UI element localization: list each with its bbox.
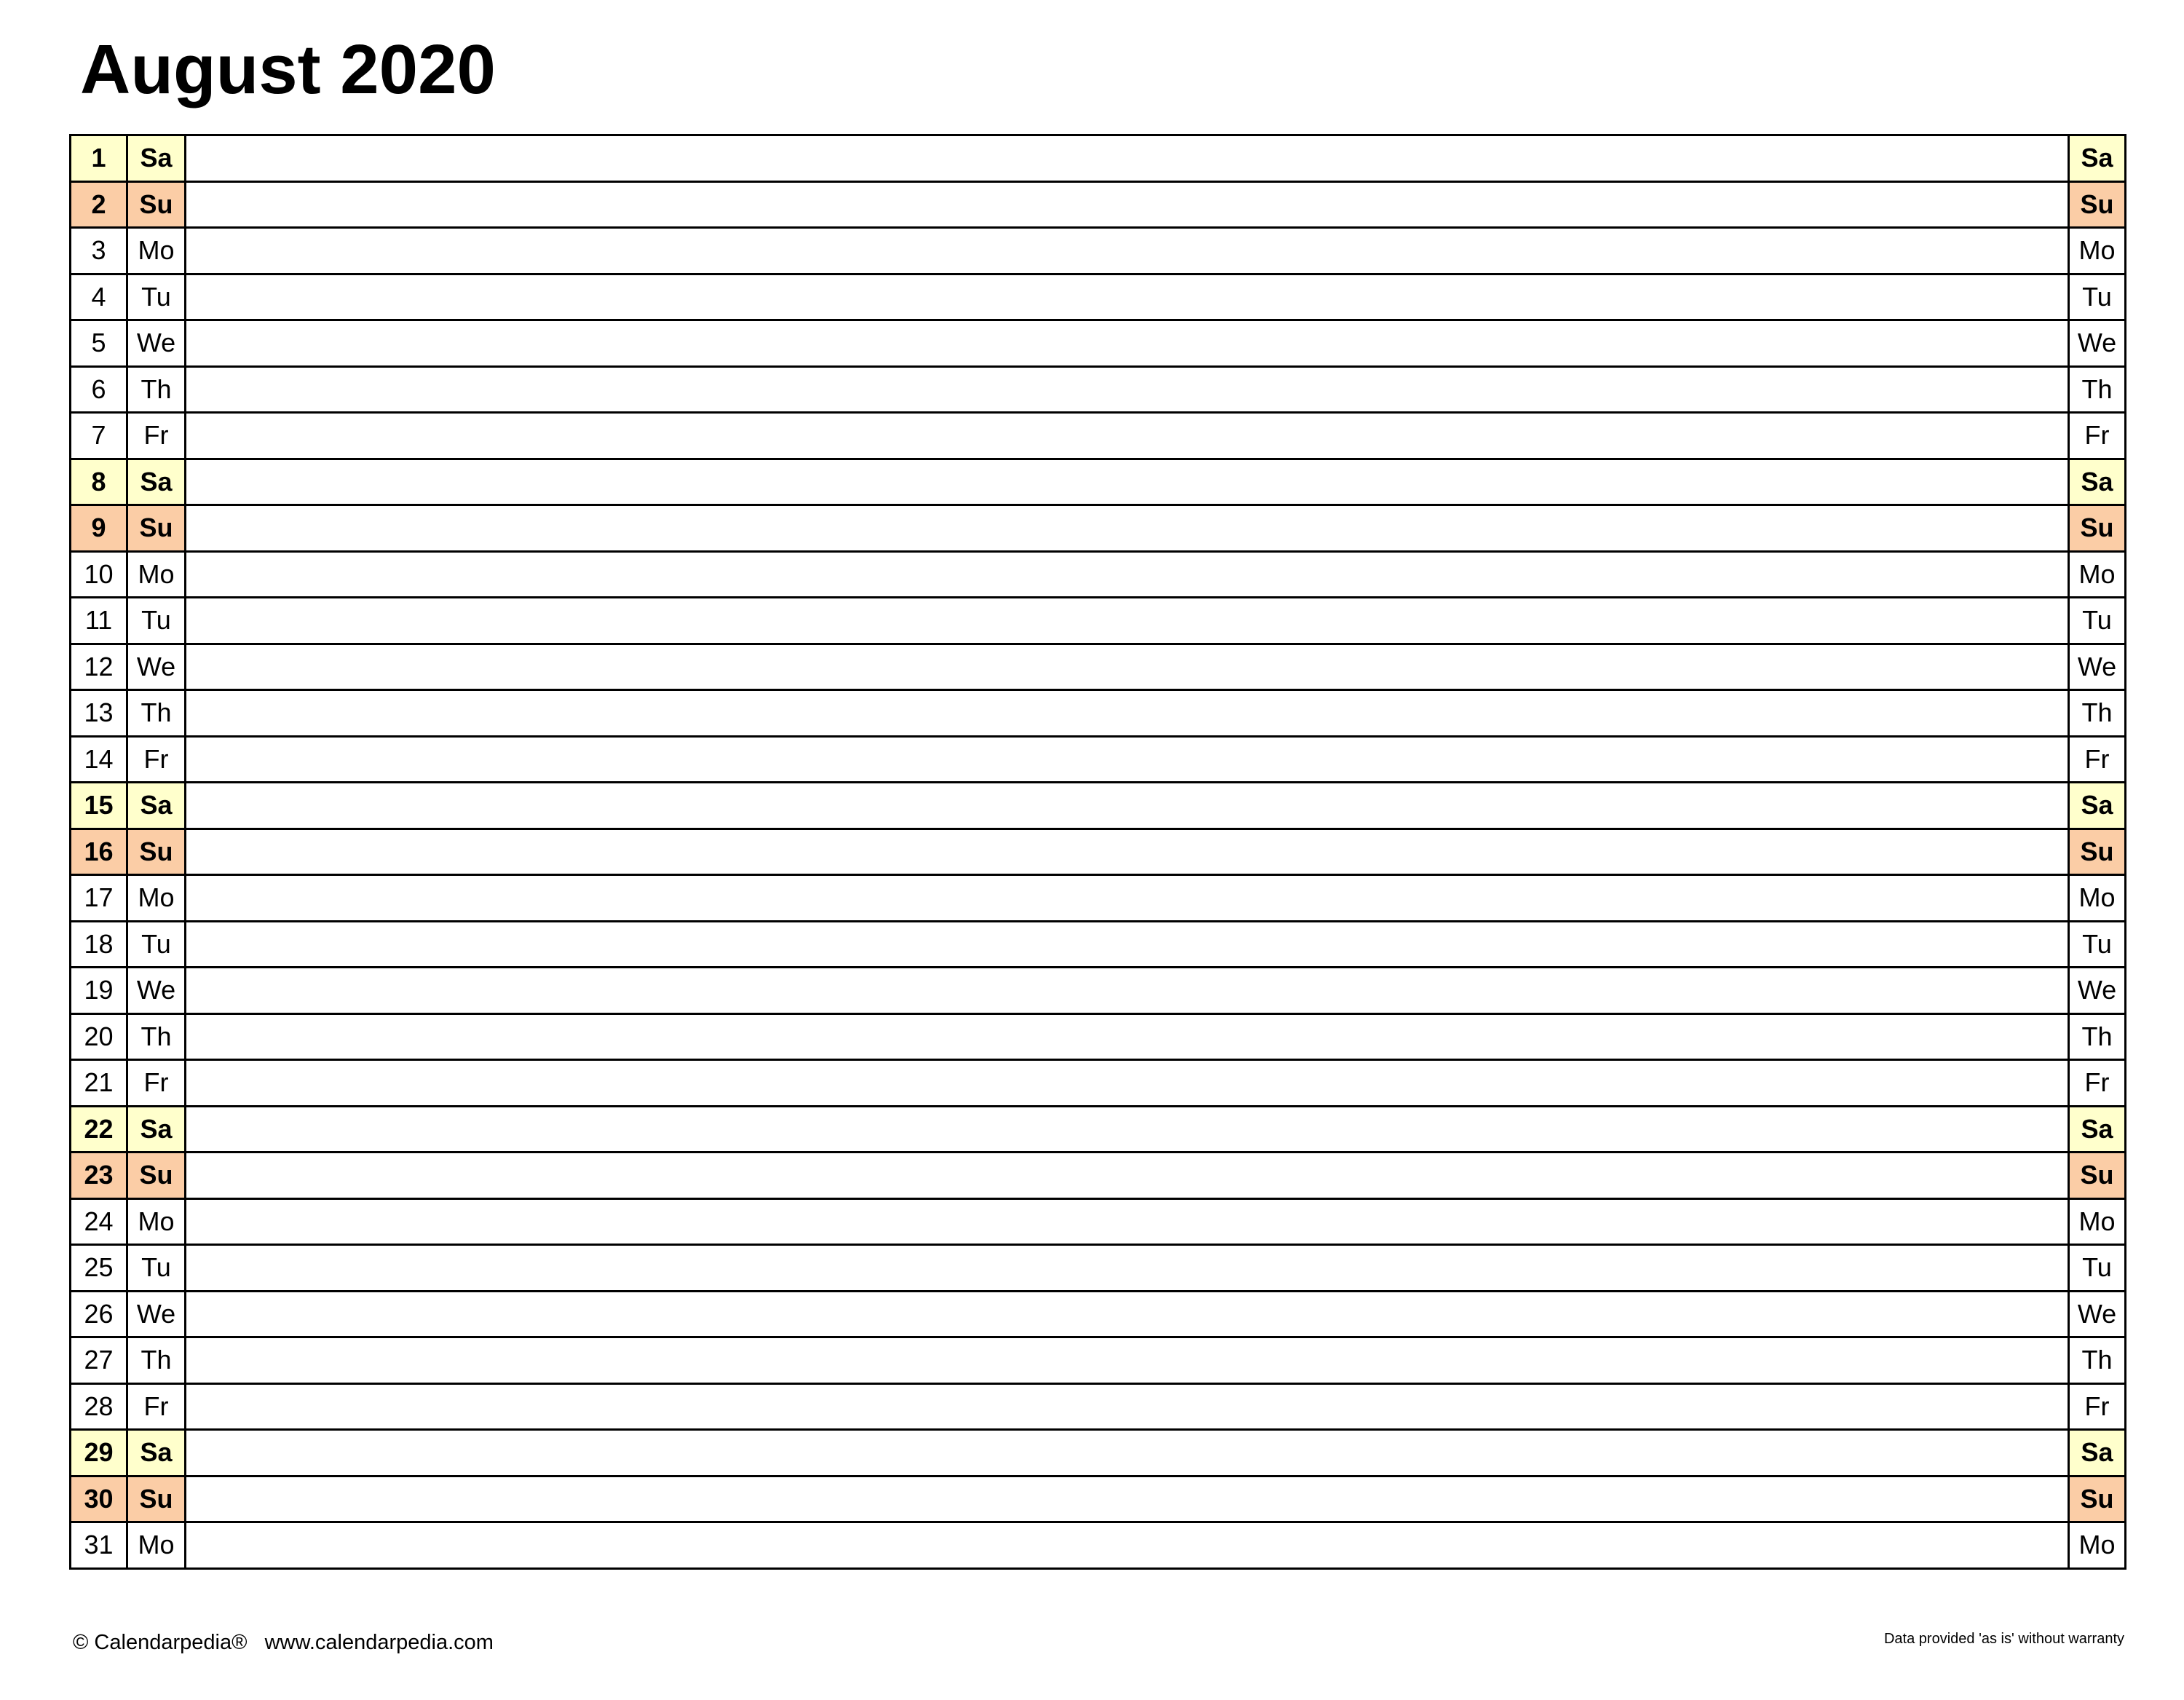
calendar-row (71, 1060, 2126, 1107)
notes-cell[interactable] (186, 921, 2069, 968)
notes-cell[interactable] (186, 1198, 2069, 1245)
notes-cell[interactable] (186, 181, 2069, 228)
weekday-label: Fr (127, 1383, 186, 1430)
weekday-label: Th (127, 366, 186, 413)
weekday-label-right: Su (2069, 1153, 2126, 1199)
calendar-body (71, 135, 2126, 1569)
calendar-row (71, 274, 2126, 320)
weekday-label-right: Su (2069, 505, 2126, 552)
weekday-label: We (127, 1291, 186, 1337)
notes-cell[interactable] (186, 505, 2069, 552)
calendar-row (71, 598, 2126, 644)
calendar-row (71, 829, 2126, 875)
notes-cell[interactable] (186, 413, 2069, 459)
calendar-row (71, 1245, 2126, 1292)
calendar-row (71, 1153, 2126, 1199)
weekday-label: Su (127, 1153, 186, 1199)
notes-cell[interactable] (186, 551, 2069, 598)
weekday-label-right: Sa (2069, 1430, 2126, 1476)
notes-cell[interactable] (186, 135, 2069, 182)
date-number: 13 (71, 690, 127, 737)
footer-disclaimer: Data provided 'as is' without warranty (1883, 1631, 2124, 1647)
calendar-row (71, 1106, 2126, 1153)
notes-cell[interactable] (186, 598, 2069, 644)
date-number: 20 (71, 1013, 127, 1060)
date-number: 26 (71, 1291, 127, 1337)
weekday-label-right: Sa (2069, 135, 2126, 182)
notes-cell[interactable] (186, 968, 2069, 1014)
weekday-label-right: Sa (2069, 783, 2126, 829)
weekday-label: Fr (127, 413, 186, 459)
calendar-row (71, 181, 2126, 228)
weekday-label-right: Tu (2069, 921, 2126, 968)
weekday-label: Sa (127, 459, 186, 505)
calendar-row (71, 320, 2126, 367)
calendar-row (71, 783, 2126, 829)
notes-cell[interactable] (186, 690, 2069, 737)
weekday-label: Sa (127, 783, 186, 829)
calendar-row (71, 1522, 2126, 1569)
notes-cell[interactable] (186, 1245, 2069, 1292)
calendar-row (71, 921, 2126, 968)
calendar-row (71, 505, 2126, 552)
weekday-label: Su (127, 505, 186, 552)
weekday-label: Mo (127, 228, 186, 274)
weekday-label: Fr (127, 736, 186, 783)
date-number: 23 (71, 1153, 127, 1199)
weekday-label-right: Th (2069, 1013, 2126, 1060)
date-number: 30 (71, 1476, 127, 1522)
calendar-row (71, 644, 2126, 690)
weekday-label: Th (127, 690, 186, 737)
weekday-label: Su (127, 1476, 186, 1522)
weekday-label-right: Su (2069, 1476, 2126, 1522)
date-number: 14 (71, 736, 127, 783)
weekday-label-right: We (2069, 1291, 2126, 1337)
weekday-label-right: Th (2069, 366, 2126, 413)
notes-cell[interactable] (186, 829, 2069, 875)
weekday-label: We (127, 320, 186, 367)
notes-cell[interactable] (186, 1291, 2069, 1337)
date-number: 6 (71, 366, 127, 413)
calendar-table (69, 134, 2126, 1570)
weekday-label: Tu (127, 598, 186, 644)
weekday-label-right: Sa (2069, 1106, 2126, 1153)
calendar-row (71, 366, 2126, 413)
notes-cell[interactable] (186, 1013, 2069, 1060)
weekday-label: Su (127, 829, 186, 875)
date-number: 3 (71, 228, 127, 274)
date-number: 28 (71, 1383, 127, 1430)
calendar-row (71, 1476, 2126, 1522)
notes-cell[interactable] (186, 1522, 2069, 1569)
weekday-label: We (127, 644, 186, 690)
date-number: 9 (71, 505, 127, 552)
notes-cell[interactable] (186, 875, 2069, 922)
notes-cell[interactable] (186, 366, 2069, 413)
date-number: 4 (71, 274, 127, 320)
calendar-row (71, 1383, 2126, 1430)
weekday-label: We (127, 968, 186, 1014)
notes-cell[interactable] (186, 1106, 2069, 1153)
weekday-label-right: Th (2069, 690, 2126, 737)
page-title: August 2020 (80, 31, 496, 108)
weekday-label: Sa (127, 1430, 186, 1476)
weekday-label-right: Th (2069, 1337, 2126, 1384)
calendar-row (71, 1198, 2126, 1245)
notes-cell[interactable] (186, 274, 2069, 320)
calendar-row (71, 551, 2126, 598)
weekday-label-right: Fr (2069, 413, 2126, 459)
date-number: 29 (71, 1430, 127, 1476)
calendar-row (71, 1291, 2126, 1337)
weekday-label-right: We (2069, 644, 2126, 690)
weekday-label-right: Mo (2069, 875, 2126, 922)
calendar-row (71, 1013, 2126, 1060)
weekday-label: Mo (127, 875, 186, 922)
date-number: 31 (71, 1522, 127, 1569)
date-number: 2 (71, 181, 127, 228)
calendar-row (71, 135, 2126, 182)
date-number: 5 (71, 320, 127, 367)
date-number: 16 (71, 829, 127, 875)
weekday-label-right: Tu (2069, 1245, 2126, 1292)
notes-cell[interactable] (186, 1153, 2069, 1199)
date-number: 27 (71, 1337, 127, 1384)
weekday-label-right: We (2069, 320, 2126, 367)
date-number: 22 (71, 1106, 127, 1153)
date-number: 18 (71, 921, 127, 968)
calendar-row (71, 413, 2126, 459)
weekday-label-right: Tu (2069, 274, 2126, 320)
weekday-label-right: Fr (2069, 1383, 2126, 1430)
weekday-label-right: We (2069, 968, 2126, 1014)
date-number: 1 (71, 135, 127, 182)
date-number: 10 (71, 551, 127, 598)
calendar-row (71, 1337, 2126, 1384)
date-number: 12 (71, 644, 127, 690)
notes-cell[interactable] (186, 783, 2069, 829)
weekday-label: Mo (127, 1522, 186, 1569)
notes-cell[interactable] (186, 320, 2069, 367)
notes-cell[interactable] (186, 1060, 2069, 1107)
date-number: 7 (71, 413, 127, 459)
date-number: 25 (71, 1245, 127, 1292)
date-number: 21 (71, 1060, 127, 1107)
date-number: 15 (71, 783, 127, 829)
calendar-row (71, 228, 2126, 274)
weekday-label-right: Mo (2069, 1522, 2126, 1569)
notes-cell[interactable] (186, 228, 2069, 274)
calendar-row (71, 736, 2126, 783)
calendar-row (71, 875, 2126, 922)
date-number: 24 (71, 1198, 127, 1245)
footer-copyright: © Calendarpedia® www.calendarpedia.com (73, 1631, 494, 1654)
weekday-label-right: Mo (2069, 228, 2126, 274)
notes-cell[interactable] (186, 1383, 2069, 1430)
weekday-label: Tu (127, 274, 186, 320)
notes-cell[interactable] (186, 644, 2069, 690)
weekday-label-right: Su (2069, 181, 2126, 228)
weekday-label: Su (127, 181, 186, 228)
weekday-label-right: Sa (2069, 459, 2126, 505)
date-number: 8 (71, 459, 127, 505)
notes-cell[interactable] (186, 1337, 2069, 1384)
date-number: 17 (71, 875, 127, 922)
weekday-label-right: Mo (2069, 1198, 2126, 1245)
calendar-row (71, 459, 2126, 505)
weekday-label-right: Fr (2069, 1060, 2126, 1107)
weekday-label-right: Su (2069, 829, 2126, 875)
notes-cell[interactable] (186, 459, 2069, 505)
weekday-label-right: Fr (2069, 736, 2126, 783)
weekday-label: Mo (127, 1198, 186, 1245)
date-number: 11 (71, 598, 127, 644)
calendar-row (71, 690, 2126, 737)
weekday-label-right: Tu (2069, 598, 2126, 644)
weekday-label: Mo (127, 551, 186, 598)
notes-cell[interactable] (186, 736, 2069, 783)
calendar-row (71, 1430, 2126, 1476)
weekday-label: Sa (127, 1106, 186, 1153)
date-number: 19 (71, 968, 127, 1014)
weekday-label: Fr (127, 1060, 186, 1107)
weekday-label: Sa (127, 135, 186, 182)
weekday-label: Th (127, 1013, 186, 1060)
weekday-label-right: Mo (2069, 551, 2126, 598)
weekday-label: Tu (127, 1245, 186, 1292)
calendar-row (71, 968, 2126, 1014)
weekday-label: Th (127, 1337, 186, 1384)
weekday-label: Tu (127, 921, 186, 968)
notes-cell[interactable] (186, 1430, 2069, 1476)
notes-cell[interactable] (186, 1476, 2069, 1522)
